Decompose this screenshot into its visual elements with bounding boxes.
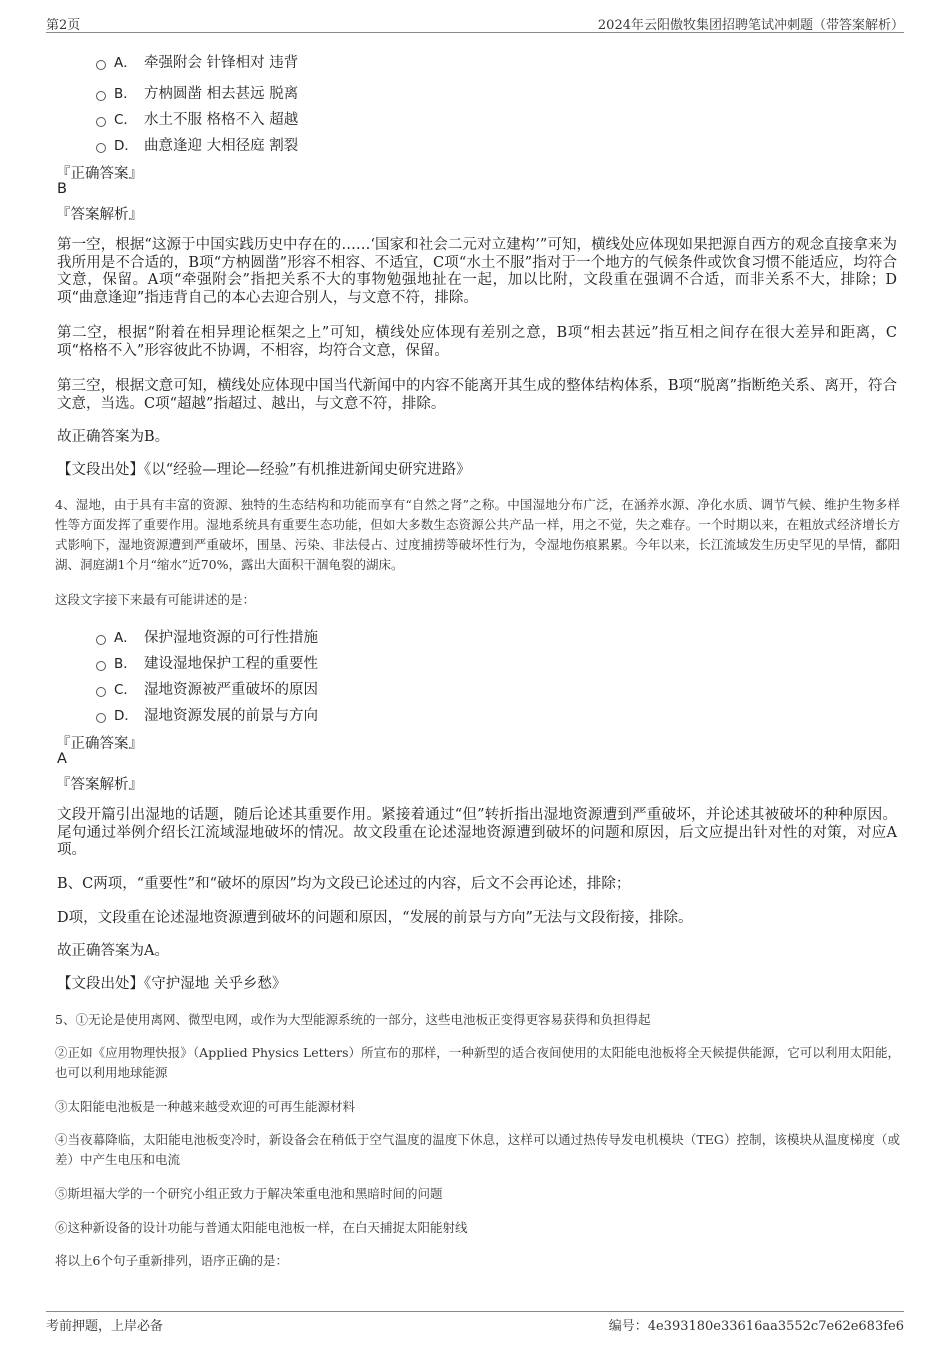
q3-analysis-paragraph: 第二空，根据“附着在相异理论框架之上”可知，横线处应体现有差别之意，B项“相去甚远”指互相之间存在很大差异和距离，C项“格格不入”形容彼此不协调，不相容，均符合文意，保留。 (57, 325, 897, 359)
q4-question: 这段文字接下来最有可能讲述的是： (55, 592, 256, 607)
q5-question: 将以上6个句子重新排列，语序正确的是： (55, 1253, 288, 1268)
q4-analysis-paragraph: B、C两项，“重要性”和“破坏的原因”均为文段已论述过的内容，后文不会再论述，排除； (57, 876, 631, 892)
q3-answer: B (57, 181, 67, 197)
q3-option-a[interactable]: A． 牵强附会 针锋相对 违背 (96, 51, 298, 71)
q3-option-b[interactable]: B． 方枘圆凿 相去甚远 脱离 (96, 82, 298, 102)
radio-icon[interactable] (96, 117, 106, 127)
q3-option-c[interactable]: C． 水土不服 格格不入 超越 (96, 108, 298, 128)
document-code: 编号：4e393180e33616aa3552c7e62e683fe6 (608, 1319, 904, 1334)
radio-icon[interactable] (96, 713, 106, 723)
q4-option-c[interactable]: C． 湿地资源被严重破坏的原因 (96, 678, 318, 698)
radio-icon[interactable] (96, 143, 106, 153)
q4-analysis-paragraph: D项，文段重在论述湿地资源遭到破坏的问题和原因，“发展的前景与方向”无法与文段衔接，排除。 (57, 910, 693, 926)
q4-answer: A (57, 751, 67, 767)
q3-answer-label: 『正确答案』 (56, 166, 143, 182)
footer-slogan: 考前押题，上岸必备 (46, 1319, 164, 1334)
q5-sentence: ④当夜幕降临，太阳能电池板变冷时，新设备会在稍低于空气温度的温度下休息，这样可以通过热传导发电机模块（TEG）控制，该模块从温度梯度（或差）中产生电压和电流 (55, 1132, 900, 1167)
q3-analysis-label: 『答案解析』 (56, 207, 143, 223)
q5-sentence: ②正如《应用物理快报》（Applied Physics Letters）所宣布的那样，一种新型的适合夜间使用的太阳能电池板将全天候提供能源，它可以利用太阳能，也可以利用地球能源 (55, 1045, 900, 1080)
page-footer (46, 1311, 904, 1334)
q4-analysis-paragraph: 文段开篇引出湿地的话题，随后论述其重要作用。紧接着通过“但”转折指出湿地资源遭到严重破坏，并论述其被破坏的种种原因。尾句通过举例介绍长江流域湿地破坏的情况。故文段重在论述湿地资源遭到破坏的问题和原因，后文应提出针对性的对策，对应A项。 (57, 807, 897, 858)
q3-analysis-paragraph: 第三空，根据文意可知，横线处应体现中国当代新闻中的内容不能离开其生成的整体结构体系，B项“脱离”指断绝关系、离开，符合文意，当选。C项“超越”指超过、越出，与文意不符，排除。 (57, 378, 897, 412)
radio-icon[interactable] (96, 687, 106, 697)
q3-option-d[interactable]: D． 曲意逢迎 大相径庭 割裂 (96, 134, 298, 154)
q3-analysis-paragraph: 第一空，根据“这源于中国实践历史中存在的……‘国家和社会二元对立建构’”可知，横线处应体现如果把源自西方的观念直接拿来为我所用是不合适的，B项“方枘圆凿”形容不相容、不适宜，C项“水土不服”指对于一个地方的气候条件或饮食习惯不能适应，均符合文意，保留。A项“牵强附会”指把关系不大的事物勉强地扯在一起，加以比附，文段重在强调不合适，而非关系不大，排除；D项“曲意逢迎”指违背自己的本心去迎合别人，与文意不符，排除。 (57, 237, 897, 306)
radio-icon[interactable] (96, 661, 106, 671)
q4-stem: 4、湿地，由于具有丰富的资源、独特的生态结构和功能而享有“自然之肾”之称。中国湿地分布广泛，在涵养水源、净化水质、调节气候、维护生物多样性等方面发挥了重要作用。湿地系统具有重要生态功能，但如大多数生态资源公共产品一样，用之不觉，失之难存。一个时期以来，在粗放式经济增长方式影响下，湿地资源遭到严重破坏，围垦、污染、非法侵占、过度捕捞等破坏性行为，令湿地伤痕累累。今年以来，长江流域发生历史罕见的旱情，鄱阳湖、洞庭湖1个月“缩水”近70%，露出大面积干涸龟裂的湖床。 (55, 497, 900, 572)
q4-answer-label: 『正确答案』 (56, 736, 143, 752)
q4-source: 【文段出处】《守护湿地 关乎乡愁》 (57, 976, 287, 992)
q3-source: 【文段出处】《以“经验—理论—经验”有机推进新闻史研究进路》 (57, 462, 471, 478)
radio-icon[interactable] (96, 60, 106, 70)
q5-sentence: ⑥这种新设备的设计功能与普通太阳能电池板一样，在白天捕捉太阳能射线 (55, 1220, 468, 1235)
q4-conclusion: 故正确答案为A。 (57, 943, 169, 959)
radio-icon[interactable] (96, 91, 106, 101)
q5-sentence: ⑤斯坦福大学的一个研究小组正致力于解决笨重电池和黑暗时间的问题 (55, 1186, 443, 1201)
radio-icon[interactable] (96, 635, 106, 645)
q5-sentence: ③太阳能电池板是一种越来越受欢迎的可再生能源材料 (55, 1099, 356, 1114)
q4-analysis-label: 『答案解析』 (56, 777, 143, 793)
q5-sentence: 5、①无论是使用离网、微型电网，或作为大型能源系统的一部分，这些电池板正变得更容易获得和负担得起 (55, 1012, 651, 1027)
page-number: 第2页 (46, 18, 81, 33)
page-header (46, 12, 904, 33)
q4-option-b[interactable]: B． 建设湿地保护工程的重要性 (96, 652, 318, 672)
q4-option-a[interactable]: A． 保护湿地资源的可行性措施 (96, 626, 318, 646)
q3-conclusion: 故正确答案为B。 (57, 429, 170, 445)
q4-option-d[interactable]: D． 湿地资源发展的前景与方向 (96, 704, 318, 724)
document-title: 2024年云阳傲牧集团招聘笔试冲刺题（带答案解析） (597, 18, 904, 33)
